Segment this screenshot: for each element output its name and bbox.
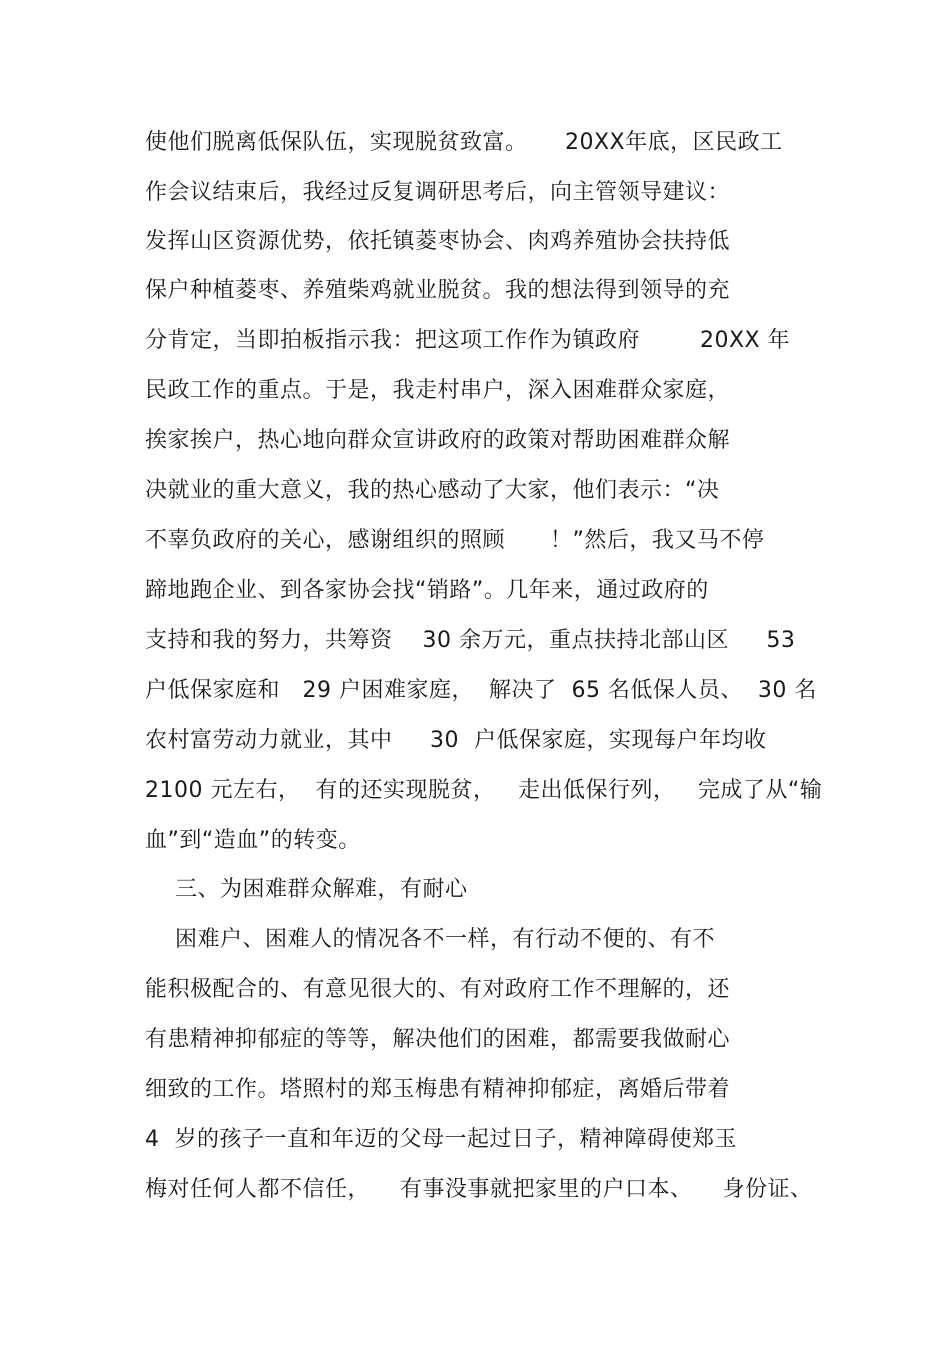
text-line: 决就业的重大意义，我的热心感动了大家，他们表示：“决 [145, 478, 720, 503]
text-line: 使他们脱离低保队伍，实现脱贫致富。 20XX年底，区民政工 [145, 130, 783, 155]
text-line: 细致的工作。塔照村的郑玉梅患有精神抑郁症，离婚后带着 [145, 1077, 731, 1102]
text-line: 有患精神抑郁症的等等，解决他们的困难，都需要我做耐心 [145, 1027, 731, 1052]
text-line: 血”到“造血”的转变。 [145, 828, 361, 853]
text-line: 作会议结束后，我经过反复调研思考后，向主管领导建议： [145, 180, 731, 205]
text-line: 挨家挨户，热心地向群众宣讲政府的政策对帮助困难群众解 [145, 428, 731, 453]
text-line: 保户种植菱枣、养殖柴鸡就业脱贫。我的想法得到领导的充 [145, 278, 731, 303]
text-line: 发挥山区资源优势，依托镇菱枣协会、肉鸡养殖协会扶持低 [145, 229, 731, 254]
section-heading: 三、为困难群众解难，有耐心 [145, 877, 468, 902]
text-line: 民政工作的重点。于是，我走村串户，深入困难群众家庭， [145, 378, 731, 403]
text-line: 困难户、困难人的情况各不一样，有行动不便的、有不 [145, 927, 715, 952]
text-line: 梅对任何人都不信任， 有事没事就把家里的户口本、 身份证、 [145, 1177, 813, 1202]
text-line: 不辜负政府的关心，感谢组织的照顾 ！”然后，我又马不停 [145, 528, 765, 553]
text-line: 2100 元左右， 有的还实现脱贫， 走出低保行列， 完成了从“输 [145, 778, 823, 803]
text-line: 分肯定，当即拍板指示我：把这项工作作为镇政府 20XX 年 [145, 328, 791, 353]
text-line: 农村富劳动力就业，其中 30 户低保家庭，实现每户年均收 [145, 728, 767, 753]
text-line: 支持和我的努力，共筹资 30 余万元，重点扶持北部山区 53 [145, 628, 796, 653]
text-line: 能积极配合的、有意见很大的、有对政府工作不理解的，还 [145, 977, 731, 1002]
text-line: 蹄地跑企业、到各家协会找“销路”。几年来，通过政府的 [145, 578, 709, 603]
text-line: 4 岁的孩子一直和年迈的父母一起过日子，精神障碍使郑玉 [145, 1127, 737, 1152]
text-line: 户低保家庭和 29 户困难家庭， 解决了 65 名低保人员、 30 名 [145, 678, 817, 703]
